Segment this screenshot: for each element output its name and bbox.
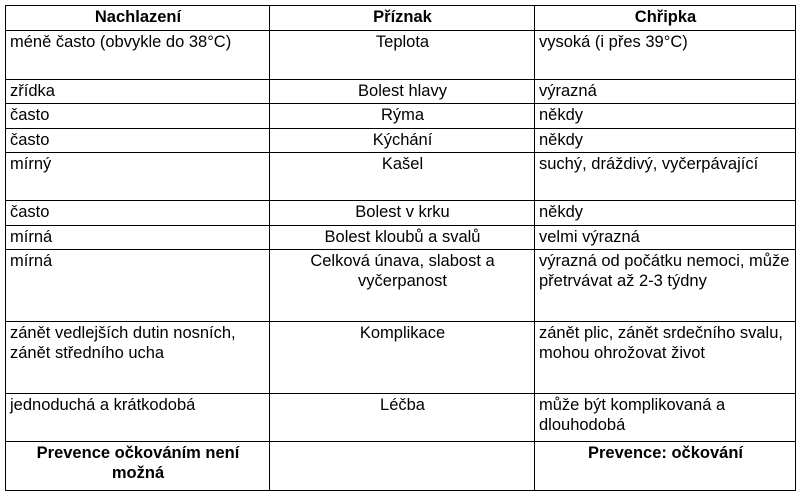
flu-cell: suchý, dráždivý, vyčerpávající: [535, 152, 796, 201]
table-row-runny-nose: [6, 104, 796, 128]
table-row-temperature: [6, 31, 796, 80]
table-header-row: [6, 6, 796, 31]
flu-cell: zánět plic, zánět srdečního svalu, mohou ohrožovat život: [535, 321, 796, 393]
flu-cell: někdy: [535, 104, 796, 128]
flu-cell: výrazná: [535, 79, 796, 103]
header-flu: Chřipka: [535, 6, 796, 31]
cold-cell: Prevence očkováním není možná: [6, 442, 270, 491]
table-row-treatment: [6, 393, 796, 442]
flu-cell: výrazná od počátku nemoci, může přetrvávat až 2-3 týdny: [535, 250, 796, 322]
cold-cell: zřídka: [6, 79, 270, 103]
cold-cell: často: [6, 104, 270, 128]
cold-vs-flu-table: [5, 5, 796, 491]
flu-cell: někdy: [535, 128, 796, 152]
flu-cell: někdy: [535, 201, 796, 225]
symptom-cell: Kašel: [270, 152, 535, 201]
symptom-cell: Bolest kloubů a svalů: [270, 225, 535, 249]
symptom-cell: Teplota: [270, 31, 535, 80]
table-row-fatigue: [6, 250, 796, 322]
cold-cell: jednoduchá a krátkodobá: [6, 393, 270, 442]
header-symptom: Příznak: [270, 6, 535, 31]
cold-cell: zánět vedlejších dutin nosních, zánět středního ucha: [6, 321, 270, 393]
cold-cell: mírná: [6, 225, 270, 249]
symptom-cell: Celková únava, slabost a vyčerpanost: [270, 250, 535, 322]
symptom-cell: Bolest v krku: [270, 201, 535, 225]
cold-cell: mírný: [6, 152, 270, 201]
table-row-headache: [6, 79, 796, 103]
table-row-prevention: [6, 442, 796, 491]
table-row-joint-muscle-pain: [6, 225, 796, 249]
symptom-cell: Léčba: [270, 393, 535, 442]
table-row-cough: [6, 152, 796, 201]
table-row-complications: [6, 321, 796, 393]
symptom-cell: Komplikace: [270, 321, 535, 393]
symptom-cell: Rýma: [270, 104, 535, 128]
table-row-sore-throat: [6, 201, 796, 225]
flu-cell: může být komplikovaná a dlouhodobá: [535, 393, 796, 442]
cold-cell: mírná: [6, 250, 270, 322]
flu-cell: vysoká (i přes 39°C): [535, 31, 796, 80]
symptom-cell: Bolest hlavy: [270, 79, 535, 103]
header-cold: Nachlazení: [6, 6, 270, 31]
cold-cell: často: [6, 201, 270, 225]
comparison-table-container: [5, 5, 795, 491]
table-row-sneezing: [6, 128, 796, 152]
flu-cell: velmi výrazná: [535, 225, 796, 249]
symptom-cell: [270, 442, 535, 491]
cold-cell: často: [6, 128, 270, 152]
cold-cell: méně často (obvykle do 38°C): [6, 31, 270, 80]
flu-cell: Prevence: očkování: [535, 442, 796, 491]
symptom-cell: Kýchání: [270, 128, 535, 152]
